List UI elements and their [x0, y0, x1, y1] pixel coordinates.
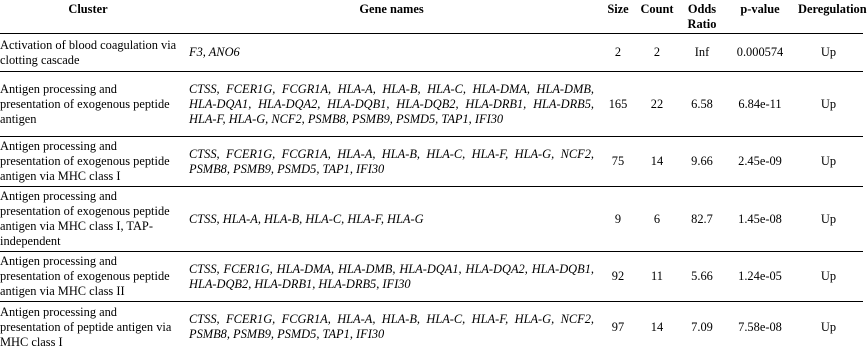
table-row: [0, 252, 863, 302]
cell-odds-ratio: 82.7: [678, 187, 726, 252]
cell-p-value: 7.58e-08: [726, 302, 794, 352]
cell-size: 165: [600, 72, 636, 137]
cell-cluster: Antigen processing and presentation of peptide antigen via MHC class I: [0, 302, 183, 352]
cell-gene-names: F3, ANO6: [183, 34, 600, 72]
cell-size: 75: [600, 137, 636, 187]
cell-size: 92: [600, 252, 636, 302]
header-p-value: p-value: [726, 0, 794, 34]
cell-size: 2: [600, 34, 636, 72]
cell-cluster: Activation of blood coagulation via clotting cascade: [0, 34, 183, 72]
cell-p-value: 1.45e-08: [726, 187, 794, 252]
cell-odds-ratio: 9.66: [678, 137, 726, 187]
header-gene-names: Gene names: [183, 0, 600, 34]
cell-cluster: Antigen processing and presentation of exogenous peptide antigen via MHC class II: [0, 252, 183, 302]
cell-odds-ratio: 7.09: [678, 302, 726, 352]
cell-p-value: 2.45e-09: [726, 137, 794, 187]
cell-odds-ratio: 5.66: [678, 252, 726, 302]
table-row: [0, 34, 863, 72]
cell-gene-names: CTSS, FCER1G, FCGR1A, HLA-A, HLA-B, HLA-C, HLA-F, HLA-G, NCF2, PSMB8, PSMB9, PSMD5, TAP1, IFI30: [183, 302, 600, 352]
cell-odds-ratio: 6.58: [678, 72, 726, 137]
cell-gene-names: CTSS, HLA-A, HLA-B, HLA-C, HLA-F, HLA-G: [183, 187, 600, 252]
header-odds-ratio: Odds Ratio: [678, 0, 726, 34]
cell-p-value: 0.000574: [726, 34, 794, 72]
header-size: Size: [600, 0, 636, 34]
cell-deregulation: Up: [794, 187, 863, 252]
header-cluster: Cluster: [0, 0, 183, 34]
cell-count: 11: [636, 252, 678, 302]
cell-deregulation: Up: [794, 252, 863, 302]
cell-odds-ratio: Inf: [678, 34, 726, 72]
header-count: Count: [636, 0, 678, 34]
cell-p-value: 6.84e-11: [726, 72, 794, 137]
table-row: [0, 72, 863, 137]
cell-count: 22: [636, 72, 678, 137]
cell-gene-names: CTSS, FCER1G, HLA-DMA, HLA-DMB, HLA-DQA1, HLA-DQA2, HLA-DQB1, HLA-DQB2, HLA-DRB1, HLA-DRB5, IFI30: [183, 252, 600, 302]
cell-count: 14: [636, 137, 678, 187]
cell-cluster: Antigen processing and presentation of exogenous peptide antigen via MHC class I: [0, 137, 183, 187]
cell-deregulation: Up: [794, 302, 863, 352]
cell-size: 9: [600, 187, 636, 252]
header-row: [0, 0, 863, 34]
cell-size: 97: [600, 302, 636, 352]
cell-deregulation: Up: [794, 34, 863, 72]
cell-cluster: Antigen processing and presentation of exogenous peptide antigen via MHC class I, TAP-independent: [0, 187, 183, 252]
table-row: [0, 302, 863, 352]
cell-count: 14: [636, 302, 678, 352]
cell-gene-names: CTSS, FCER1G, FCGR1A, HLA-A, HLA-B, HLA-C, HLA-DMA, HLA-DMB, HLA-DQA1, HLA-DQA2, HLA-DQB1, HLA-DQB2, HLA-DRB1, HLA-DRB5, HLA-F, HLA-G, NCF2, PSMB8, PSMB9, PSMD5, TAP1, IFI30: [183, 72, 600, 137]
cell-p-value: 1.24e-05: [726, 252, 794, 302]
cell-deregulation: Up: [794, 72, 863, 137]
cell-deregulation: Up: [794, 137, 863, 187]
cell-count: 6: [636, 187, 678, 252]
table-row: [0, 187, 863, 252]
table-row: [0, 137, 863, 187]
cell-count: 2: [636, 34, 678, 72]
cell-cluster: Antigen processing and presentation of exogenous peptide antigen: [0, 72, 183, 137]
header-deregulation: Deregulation: [794, 0, 863, 34]
cell-gene-names: CTSS, FCER1G, FCGR1A, HLA-A, HLA-B, HLA-C, HLA-F, HLA-G, NCF2, PSMB8, PSMB9, PSMD5, TAP1, IFI30: [183, 137, 600, 187]
